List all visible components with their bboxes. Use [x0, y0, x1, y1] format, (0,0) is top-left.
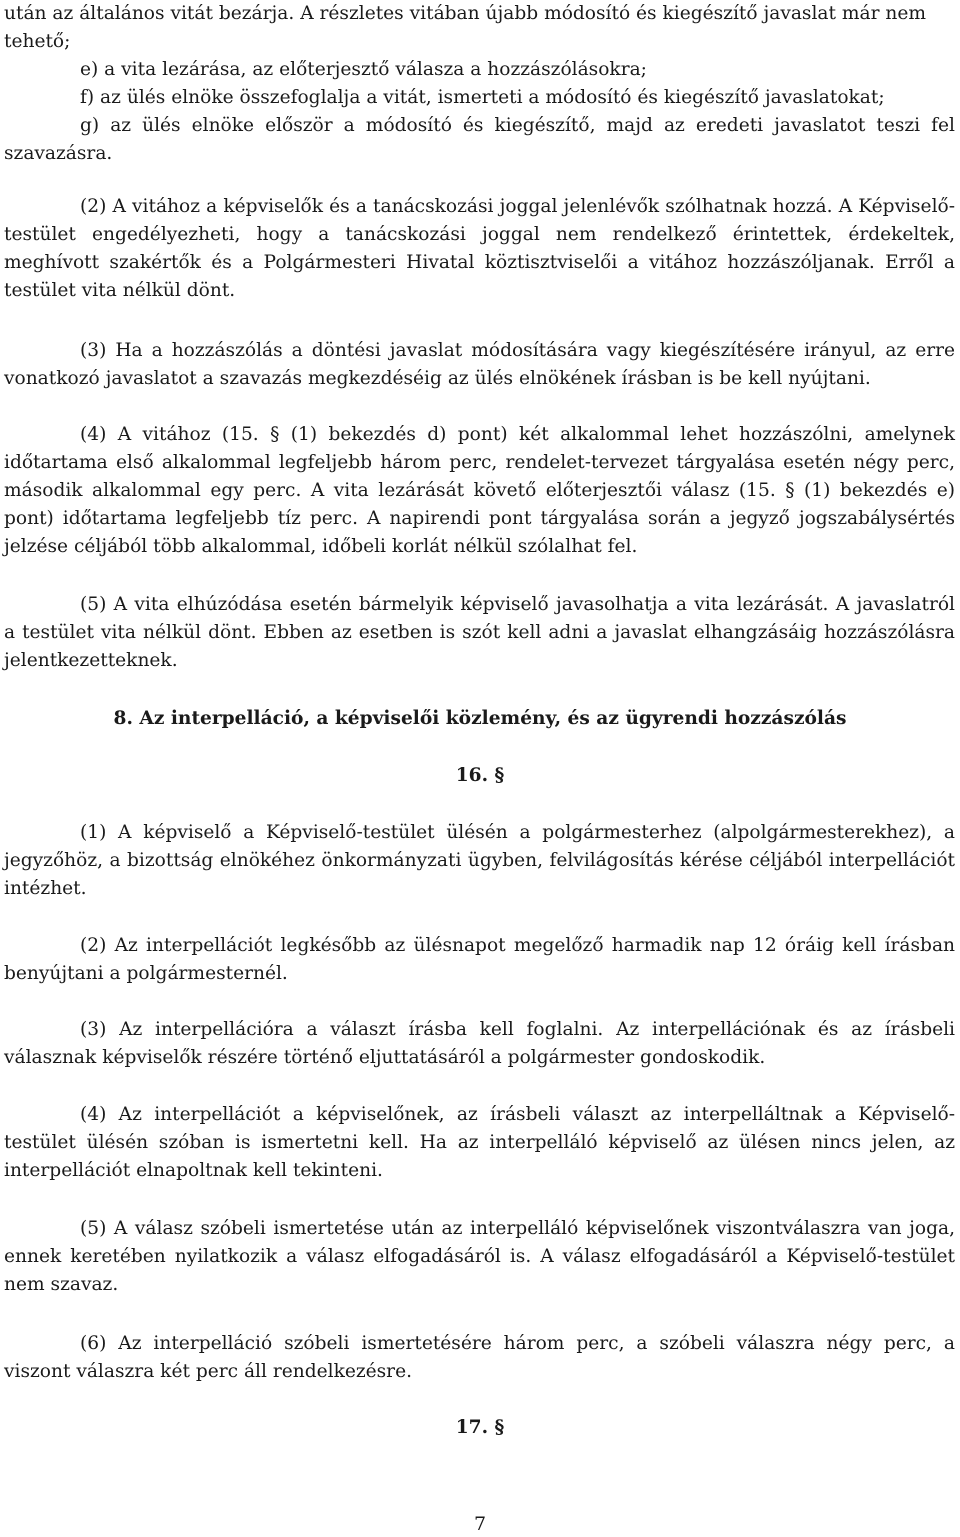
paragraph-16-4: (4) Az interpellációt a képviselőnek, az írásbeli választ az interpelláltnak a Képviselő-testület ülésén szóban is ismertetni kell. Ha az interpelláló képviselő az ülésen nincs jelen, az interpellációt elnapoltnak kell tekinteni.: [4, 1104, 955, 1181]
list-item-e: e) a vita lezárása, az előterjesztő válasza a hozzászólásokra;: [80, 59, 647, 80]
paragraph-16-3: (3) Az interpellációra a választ írásba kell foglalni. Az interpellációnak és az írásbeli válasznak képviselők részére történő eljuttatásáról a polgármester gondoskodik.: [4, 1019, 955, 1068]
chapter-heading: 8. Az interpelláció, a képviselői közlemény, és az ügyrendi hozzászólás: [113, 708, 847, 729]
page-number: 7: [473, 1513, 487, 1535]
paragraph-15-4: (4) A vitához (15. § (1) bekezdés d) pont) két alkalommal lehet hozzászólni, amelynek időtartama első alkalommal legfeljebb három perc, rendelet-tervezet tárgyalása esetén négy perc, második alkalommal egy perc. A vita lezárását követő előterjesztői válasz (15. § (1) bekezdés e) pont) időtartama legfeljebb tíz perc. A napirendi pont tárgyalása során a jegyző jogszabálysértés jelzése céljából több alkalommal, időbeli korlát nélkül szólalhat fel.: [4, 424, 955, 557]
paragraph-15-5: (5) A vita elhúzódása esetén bármelyik képviselő javasolhatja a vita lezárását. A javaslatról a testület vita nélkül dönt. Ebben az esetben is szót kell adni a javaslat elhangzásáig hozzászólásra jelentkezetteknek.: [4, 594, 955, 671]
text-line-continuation: után az általános vitát bezárja. A részletes vitában újabb módosító és kiegészítő javaslat már nem: [4, 3, 927, 24]
paragraph-16-5: (5) A válasz szóbeli ismertetése után az interpelláló képviselőnek viszontválaszra van joga, ennek keretében nyilatkozik a válasz elfogadásáról is. A válasz elfogadásáról a Képviselő-testület nem szavaz.: [4, 1218, 955, 1295]
paragraph-16-2: (2) Az interpellációt legkésőbb az ülésnapot megelőző harmadik nap 12 óráig kell írásban benyújtani a polgármesternél.: [4, 935, 955, 984]
paragraph-15-2: (2) A vitához a képviselők és a tanácskozási joggal jelenlévők szólhatnak hozzá. A Képviselő-testület engedélyezheti, hogy a tanácskozási joggal nem rendelkező érintettek, érdekeltek, meghívott szakértők és a Polgármesteri Hivatal köztisztviselői a vitához hozzászóljanak. Erről a testület vita nélkül dönt.: [4, 196, 955, 301]
section-17-number: 17. §: [455, 1417, 505, 1438]
paragraph-16-6: (6) Az interpelláció szóbeli ismertetésére három perc, a szóbeli válaszra négy perc, a viszont válaszra két perc áll rendelkezésre.: [4, 1333, 955, 1382]
paragraph-15-3: (3) Ha a hozzászólás a döntési javaslat módosítására vagy kiegészítésére irányul, az erre vonatkozó javaslatot a szavazás megkezdéséig az ülés elnökének írásban is be kell nyújtani.: [4, 340, 955, 389]
list-item-f: f) az ülés elnöke összefoglalja a vitát, ismerteti a módosító és kiegészítő javaslatokat;: [80, 87, 885, 108]
text-line-continuation-end: tehető;: [4, 31, 71, 52]
list-item-g: g) az ülés elnöke először a módosító és kiegészítő, majd az eredeti javaslatot teszi fel szavazásra.: [4, 115, 955, 164]
paragraph-16-1: (1) A képviselő a Képviselő-testület ülésén a polgármesterhez (alpolgármesterekhez), a jegyzőhöz, a bizottság elnökéhez önkormányzati ügyben, felvilágosítás kérése céljából interpellációt intézhet.: [4, 822, 955, 899]
section-16-number: 16. §: [455, 765, 505, 786]
